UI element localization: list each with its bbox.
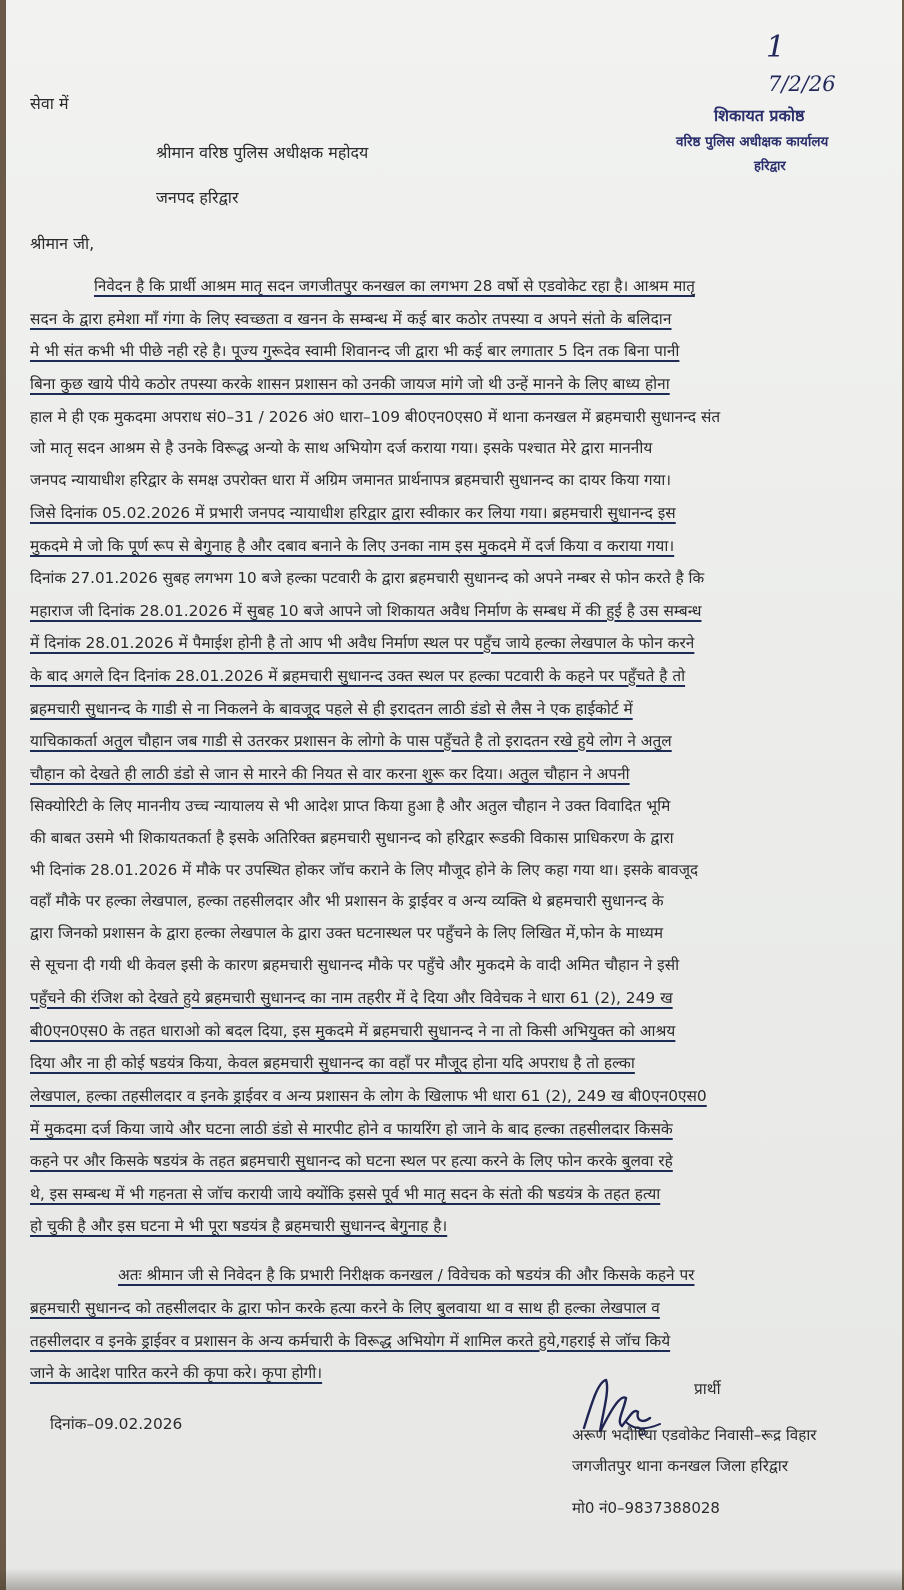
salutation-to: सेवा में [30,94,69,113]
body-line-1: निवेदन है कि प्रार्थी आश्रम मातृ सदन जगजीतपुर कनखल का लगभग 28 वर्षो से एडवोकेट रहा है। आश्रम मातृ [94,277,695,295]
body-line-14: ब्रहमचारी सुधानन्द के गाडी से ना निकलने के बावजूद पहले से ही इरादतन लाठी डंडो से लैस ने एक हाईकोर्ट में [30,700,633,718]
body-line-17: सिक्योरिटी के लिए माननीय उच्च न्यायालय से भी आदेश प्राप्त किया हुआ है और अतुल चौहान ने उक्त विवादित भूमि [30,797,671,815]
district: जनपद हरिद्वार [156,188,239,207]
body-line-10: दिनांक 27.01.2026 सुबह लगभग 10 बजे हल्का पटवारी के द्वारा ब्रहमचारी सुधानन्द को अपने नम्बर से फोन करते है कि [30,569,705,587]
stamp-title: शिकायत प्रकोष्ठ [714,106,805,125]
body-line-4: बिना कुछ खाये पीये कठोर तपस्या करके शासन प्रशासन को उनकी जायज मांगे जो थी उन्हें मानने के लिए बाध्य होना [30,375,670,393]
applicant-mobile: मो0 नं0–9837388028 [572,1499,720,1517]
body-line-25: दिया और ना ही कोई षडयंत्र किया, केवल ब्रहमचारी सुधानन्द का वहाँ पर मौजूद होना यदि अपराध है तो हल्का [30,1054,635,1072]
greeting: श्रीमान जी, [30,234,95,253]
body-line-8: जिसे दिनांक 05.02.2026 में प्रभारी जनपद न्यायाधीश हरिद्वार द्वारा स्वीकार कर लिया गया। ब्रहमचारी सुधानन्द इस [30,504,676,522]
body-line-6: जो मातृ सदन आश्रम से है उनके विरूद्ध अन्यो के साथ अभियोग दर्ज कराया गया। इसके पश्चात मेरे द्वारा माननीय [30,439,653,457]
body-line-22: से सूचना दी गयी थी केवल इसी के कारण ब्रहमचारी सुधानन्द मौके पर पहुँचे और मुकदमे के वादी अमित चौहान ने इसी [30,956,680,974]
request-line-4: जाने के आदेश पारित करने की कृपा करे। कृपा होगी। [30,1364,323,1382]
body-line-26: लेखपाल, हल्का तहसीलदार व इनके ड्राईवर व अन्य प्रशासन के लोग के खिलाफ भी धारा 61 (2), 249 ख बी0एन0एस0 [30,1087,707,1105]
request-line-2: ब्रहमचारी सुधानन्द को तहसीलदार के द्वारा फोन करके हत्या करने के लिए बुलवाया था व साथ ही हल्का लेखपाल व [30,1299,660,1317]
stamp-city: हरिद्वार [754,159,786,174]
applicant-address-line: जगजीतपुर थाना कनखल जिला हरिद्वार [572,1457,789,1475]
request-line-1: अतः श्रीमान जी से निवेदन है कि प्रभारी निरीक्षक कनखल / विवेचक को षडयंत्र की और किसके कहने पर [118,1266,695,1284]
body-line-11: महाराज जी दिनांक 28.01.2026 में सुबह 10 बजे आपने जो शिकायत अवैध निर्माण के सम्बध में की हुई है उस सम्बन्ध [30,602,702,620]
stamp-office: वरिष्ठ पुलिस अधीक्षक कार्यालय [676,134,829,150]
applicant-label: प्रार्थी [694,1380,721,1398]
body-line-15: याचिकाकर्ता अतुल चौहान जब गाडी से उतरकर प्रशासन के लोगो के पास पहुँचते है तो इरादतन रखे हुये लोग ने अतुल [30,732,672,750]
addressee: श्रीमान वरिष्ठ पुलिस अधीक्षक महोदय [156,143,369,162]
body-line-13: के बाद अगले दिन दिनांक 28.01.2026 में ब्रहमचारी सुधानन्द उक्त स्थल पर हल्का पटवारी के कहने पर पहुँचते है तो [30,667,686,685]
letter-date: दिनांक–09.02.2026 [50,1415,183,1433]
page-edge-shadow [0,1568,904,1590]
body-line-21: द्वारा जिनको प्रशासन के द्वारा हल्का लेखपाल के द्वारा उक्त घटनास्थल पर पहुँचने के लिए लिखित में,फोन के माध्यम [30,924,664,942]
body-line-30: हो चुकी है और इस घटना मे भी पूरा षडयंत्र है ब्रहमचारी सुधानन्द बेगुनाह है। [30,1217,448,1235]
body-line-16: चौहान को देखते ही लाठी डंडो से जान से मारने की नियत से वार करना शुरू कर दिया। अतुल चौहान ने अपनी [30,765,630,783]
applicant-name-line: अरूण भदौरिया एडवोकेट निवासी–रूद्र विहार [572,1426,817,1444]
body-line-2: सदन के द्वारा हमेशा माँ गंगा के लिए स्वच्छता व खनन के सम्बन्ध में कई बार कठोर तपस्या व अपने संतो के बलिदान [30,310,672,328]
body-line-12: में दिनांक 28.01.2026 में पैमाईश होनी है तो आप भी अवैध निर्माण स्थल पर पहुँच जाये हल्का लेखपाल के फोन करने [30,634,695,652]
body-line-5: हाल मे ही एक मुकदमा अपराध सं0–31 / 2026 अं0 धारा–109 बी0एन0एस0 में थाना कनखल में ब्रहमचारी सुधानन्द संत [30,408,721,426]
stamp-handwritten-date: 7/2/26 [768,72,836,96]
body-line-9: मुकदमे मे जो कि पूर्ण रूप से बेगुनाह है और दबाव बनाने के लिए उनका नाम इस मुकदमे में दर्ज किया व कराया गया। [30,537,675,555]
body-line-7: जनपद न्यायाधीश हरिद्वार के समक्ष उपरोक्त धारा में अग्रिम जमानत प्रार्थनापत्र ब्रहमचारी सुधानन्द का दायर किया गया। [30,471,672,489]
body-line-3: मे भी संत कभी भी पीछे नही रहे है। पूज्य गुरूदेव स्वामी शिवानन्द जी द्वारा भी कई बार लगातार 5 दिन तक बिना पानी [30,342,680,360]
stamp-handwritten-number: 1 [766,30,786,65]
body-line-23: पहुँचने की रंजिश को देखते हुये ब्रहमचारी सुधानन्द का नाम तहरीर में दे दिया और विवेचक ने धारा 61 (2), 249 ख [30,989,673,1007]
body-line-29: थे, इस सम्बन्ध में भी गहनता से जॉच करायी जाये क्योंकि इससे पूर्व भी मातृ सदन के संतो की षडयंत्र के तहत हत्या [30,1185,661,1203]
body-line-24: बी0एन0एस0 के तहत धाराओ को बदल दिया, इस मुकदमे में ब्रहमचारी सुधानन्द ने ना तो किसी अभियुक्त को आश्रय [30,1022,676,1040]
body-line-28: कहने पर और किसके षडयंत्र के तहत ब्रहमचारी सुधानन्द को घटना स्थल पर हत्या करने के लिए फोन करके बुलवा रहे [30,1152,673,1170]
body-line-27: में मुकदमा दर्ज किया जाये और घटना लाठी डंडो से मारपीट होने व फायरिंग हो जाने के बाद हल्का तहसीलदार किसके [30,1120,673,1138]
letter-page [6,0,902,1590]
body-line-20: वहाँ मौके पर हल्का लेखपाल, हल्का तहसीलदार और भी प्रशासन के ड्राईवर व अन्य व्यक्ति थे ब्रहमचारी सुधानन्द के [30,892,664,910]
body-line-18: की बाबत उसमे भी शिकायतकर्ता है इसके अतिरिक्त ब्रहमचारी सुधानन्द को हरिद्वार रूडकी विकास प्राधिकरण के द्वारा [30,829,674,847]
request-line-3: तहसीलदार व इनके ड्राईवर व प्रशासन के अन्य कर्मचारी के विरूद्ध अभियोग में शामिल करते हुये,गहराई से जॉच किये [30,1332,671,1350]
body-line-19: भी दिनांक 28.01.2026 में मौके पर उपस्थित होकर जॉच कराने के लिए मौजूद होने के लिए कहा गया था। इसके बावजूद [30,861,699,879]
